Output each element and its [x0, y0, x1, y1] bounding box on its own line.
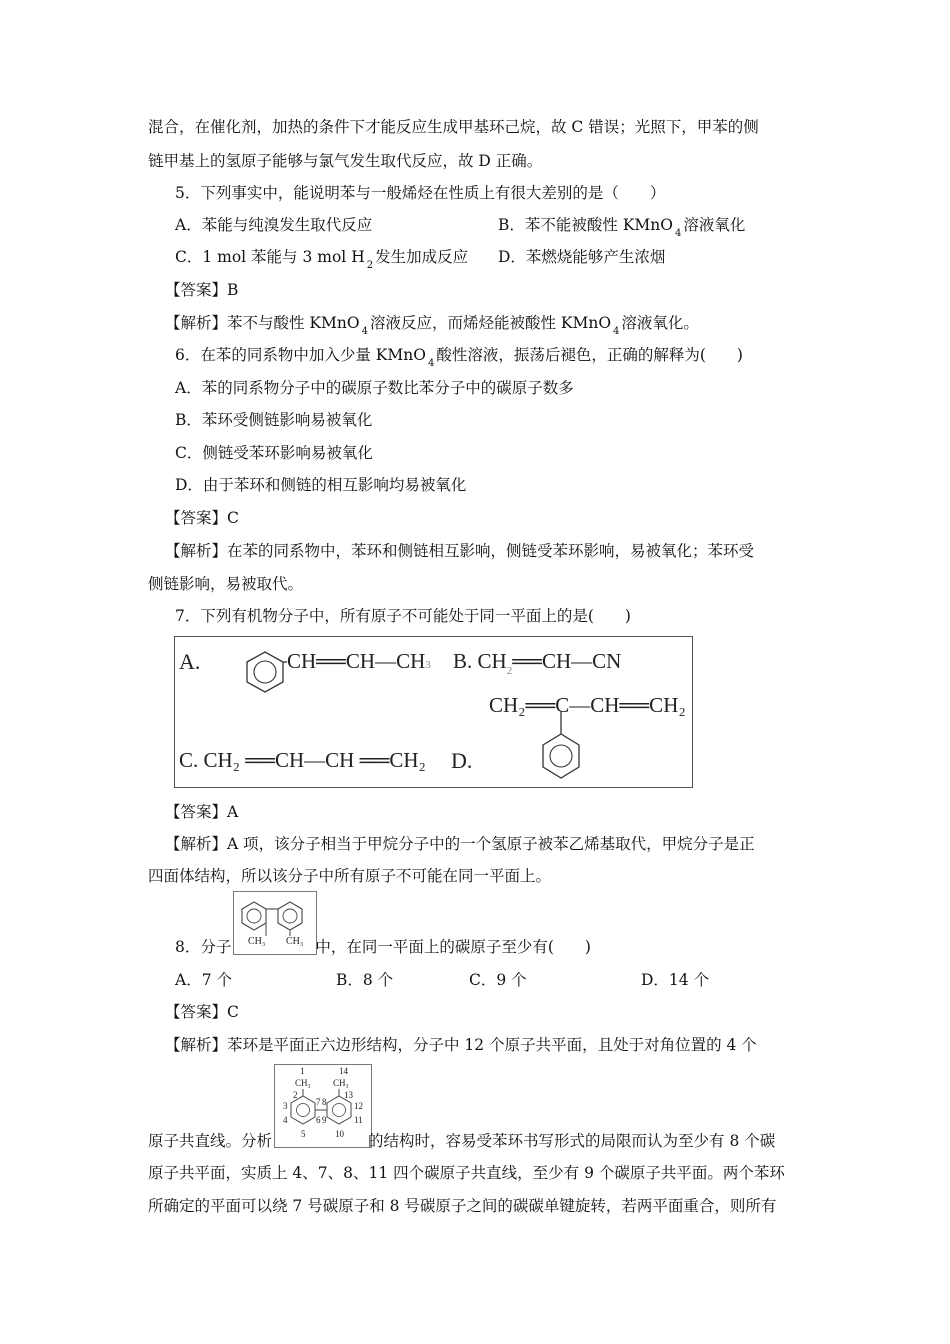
q5-explanation: 【解析】苯不与酸性 KMnO $_4$ 溶液反应，而烯烃能被酸性 KMnO $_4$ 溶液氧化。: [165, 314, 699, 337]
q7-explanation: 【解析】A 项，该分子相当于甲烷分子中的一个氢原子被苯乙烯基取代，甲烷分子是正: [165, 835, 755, 853]
svg-text:2: 2: [293, 1090, 298, 1100]
svg-text:1: 1: [300, 1066, 305, 1076]
question-7-stem: 7．下列有机物分子中，所有原子不可能处于同一平面上的是( ): [175, 607, 631, 625]
question-8-stem: 8．分子 中，在同一平面上的碳原子至少有( ): [175, 938, 591, 956]
fig-d-formula: CH₂══C—CH══CH₂: [489, 693, 686, 717]
fig-c-formula: C. CH₂ ══CH—CH ══CH₂: [179, 748, 426, 772]
svg-text:6: 6: [316, 1115, 321, 1125]
q7-explanation: 四面体结构，所以该分子中所有原子不可能在同一平面上。: [148, 867, 552, 885]
question-6-stem: 6．在苯的同系物中加入少量 KMnO $_4$ 酸性溶液，振荡后褪色，正确的解释为( ): [175, 346, 743, 369]
q5-option-a: A．苯能与纯溴发生取代反应: [175, 216, 373, 234]
q5-option-d: D．苯燃烧能够产生浓烟: [498, 248, 666, 266]
q6-answer: 【答案】C: [165, 509, 239, 527]
q7-options-figure: [174, 636, 693, 788]
svg-text:10: 10: [335, 1129, 344, 1139]
q6-option-d: D．由于苯环和侧链的相互影响均易被氧化: [175, 476, 467, 494]
q5-option-b: B．苯不能被酸性 KMnO $_4$ 溶液氧化: [498, 216, 746, 239]
svg-text:CH₃: CH₃: [333, 1078, 349, 1088]
svg-text:9: 9: [322, 1115, 327, 1125]
q6-explanation: 侧链影响，易被取代。: [148, 575, 304, 593]
q6-explanation: 【解析】在苯的同系物中，苯环和侧链相互影响，侧链受苯环影响，易被氧化；苯环受: [165, 542, 755, 560]
paragraph-line: 链甲基上的氢原子能够与氯气发生取代反应，故 D 正确。: [148, 152, 543, 170]
svg-text:14: 14: [339, 1066, 348, 1076]
svg-text:3: 3: [283, 1101, 288, 1111]
svg-text:7: 7: [316, 1097, 321, 1107]
q8-explanation: 原子共平面，实质上 4、7、8、11 四个碳原子共直线，至少有 9 个碳原子共平面。两个苯环: [148, 1164, 785, 1182]
svg-text:12: 12: [354, 1101, 363, 1111]
question-5-stem: 5．下列事实中，能说明苯与一般烯烃在性质上有很大差别的是（ ）: [175, 184, 666, 202]
svg-text:5: 5: [301, 1129, 306, 1139]
fig-a-formula: CH══CH—CH3: [287, 649, 431, 673]
q8-explanation: 所确定的平面可以绕 7 号碳原子和 8 号碳原子之间的碳碳单键旋转，若两平面重合，则所有: [148, 1197, 777, 1215]
fig-d-label: D.: [451, 748, 473, 773]
q6-option-b: B．苯环受侧链影响易被氧化: [175, 411, 373, 429]
q8-answer: 【答案】C: [165, 1003, 239, 1021]
q8-option-b: B．8 个: [336, 971, 394, 989]
svg-text:13: 13: [344, 1090, 353, 1100]
svg-text:11: 11: [354, 1115, 363, 1125]
paragraph-line: 混合，在催化剂，加热的条件下才能反应生成甲基环己烷，故 C 错误；光照下，甲苯的侧: [148, 118, 759, 136]
svg-text:4: 4: [283, 1115, 288, 1125]
q8-explanation: 【解析】苯环是平面正六边形结构，分子中 12 个原子共平面，且处于对角位置的 4 个: [165, 1036, 757, 1054]
ch3-label: CH₃: [286, 936, 304, 947]
ch3-label: CH₃: [248, 936, 266, 947]
fig-b-formula: B. $CH_2══CH—CN$: [453, 649, 622, 677]
q5-option-c: C．1 mol 苯能与 3 mol H $_2$ 发生加成反应: [175, 248, 469, 271]
q7-answer: 【答案】A: [165, 803, 239, 821]
q6-option-a: A．苯的同系物分子中的碳原子数比苯分子中的碳原子数多: [175, 379, 574, 397]
q8-option-c: C．9 个: [469, 971, 527, 989]
q8-option-d: D．14 个: [641, 971, 710, 989]
svg-text:8: 8: [322, 1097, 327, 1107]
q5-answer: 【答案】B: [165, 281, 239, 299]
q8-explanation: 原子共直线。分析 的结构时，容易受苯环书写形式的局限而认为至少有 8 个碳: [148, 1132, 776, 1150]
q6-option-c: C．侧链受苯环影响易被氧化: [175, 444, 373, 462]
fig-a-label: A.: [179, 649, 201, 674]
q8-option-a: A．7 个: [175, 971, 232, 989]
svg-text:CH₃: CH₃: [295, 1078, 311, 1088]
